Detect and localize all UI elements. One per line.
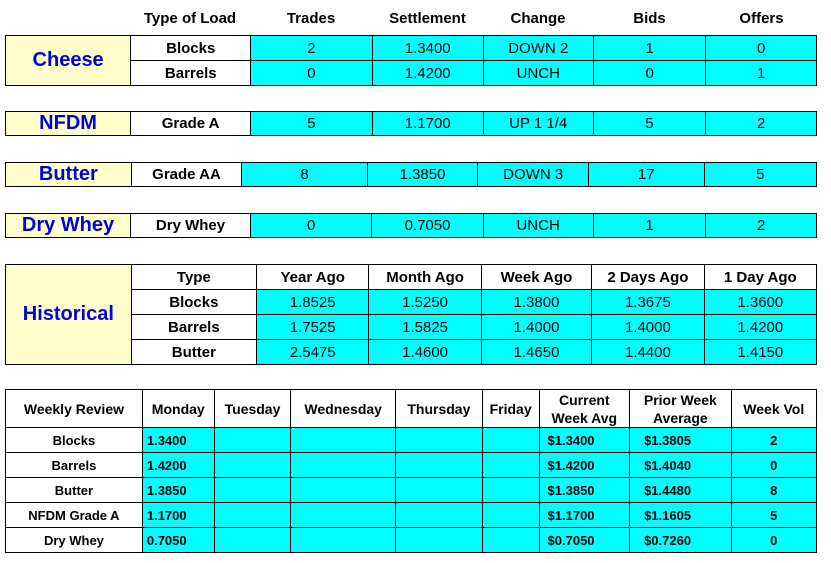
weekly-product: Blocks: [6, 428, 143, 453]
weekly-value: $1.4480: [630, 478, 731, 503]
butter-table: [5, 162, 817, 187]
nfdm-table: [5, 111, 817, 136]
butter-bids: 17: [589, 163, 704, 187]
weekly-product: Barrels: [6, 453, 143, 478]
whey-type: Dry Whey: [131, 214, 251, 238]
weekly-product: Butter: [6, 478, 143, 503]
weekly-product: Dry Whey: [6, 528, 143, 553]
cheese-label: Cheese: [6, 36, 131, 86]
historical-value: 1.8525: [257, 290, 369, 315]
historical-header: Month Ago: [369, 265, 481, 290]
nfdm-change: UP 1 1/4: [483, 112, 593, 136]
weekly-value: $0.7260: [630, 528, 731, 553]
historical-value: 1.3675: [592, 290, 704, 315]
cheese-offers: 0: [706, 36, 817, 61]
weekly-header: Week Vol: [731, 390, 816, 428]
historical-header: Week Ago: [481, 265, 591, 290]
weekly-header: Prior Week Average: [630, 390, 731, 428]
cheese-type: Blocks: [131, 36, 251, 61]
weekly-review-table: [5, 389, 817, 553]
historical-value: 1.3600: [704, 290, 816, 315]
weekly-value: $1.1605: [630, 503, 731, 528]
weekly-value: 1.3400: [142, 428, 214, 453]
weekly-product: NFDM Grade A: [6, 503, 143, 528]
historical-value: 1.4000: [481, 315, 591, 340]
cheese-type: Barrels: [131, 61, 251, 86]
weekly-header: Monday: [142, 390, 214, 428]
historical-value: 1.4400: [592, 340, 704, 365]
weekly-header: Weekly Review: [6, 390, 143, 428]
nfdm-type: Grade A: [131, 112, 251, 136]
cheese-change: UNCH: [483, 61, 593, 86]
col-change: Change: [510, 9, 566, 27]
weekly-header: Wednesday: [291, 390, 396, 428]
cheese-table: [5, 35, 817, 86]
historical-value: 1.4150: [704, 340, 816, 365]
cheese-trades: 0: [251, 61, 372, 86]
weekly-value: $1.4200: [539, 453, 630, 478]
whey-offers: 2: [706, 214, 817, 238]
weekly-value: 0: [731, 528, 816, 553]
weekly-value: 0.7050: [142, 528, 214, 553]
whey-label: Dry Whey: [6, 214, 131, 238]
weekly-value: 1.1700: [142, 503, 214, 528]
historical-value: 1.7525: [257, 315, 369, 340]
historical-header: Year Ago: [257, 265, 369, 290]
historical-value: 1.4650: [481, 340, 591, 365]
weekly-value: $1.3850: [539, 478, 630, 503]
cheese-bids: 1: [593, 36, 706, 61]
weekly-value: 0: [731, 453, 816, 478]
historical-type: Barrels: [131, 315, 256, 340]
weekly-value: [214, 428, 291, 453]
nfdm-offers: 2: [706, 112, 817, 136]
whey-settlement: 0.7050: [372, 214, 483, 238]
weekly-value: 1.3850: [142, 478, 214, 503]
weekly-value: [482, 453, 539, 478]
weekly-header: Friday: [482, 390, 539, 428]
cheese-settlement: 1.4200: [372, 61, 483, 86]
historical-value: 1.4000: [592, 315, 704, 340]
weekly-value: [214, 503, 291, 528]
butter-settlement: 1.3850: [367, 163, 478, 187]
cheese-offers: 1: [706, 61, 817, 86]
weekly-value: [214, 478, 291, 503]
butter-change: DOWN 3: [478, 163, 589, 187]
col-trades: Trades: [286, 9, 336, 27]
col-bids: Bids: [633, 9, 666, 27]
col-offers: Offers: [739, 9, 784, 27]
historical-label: Historical: [6, 265, 132, 365]
historical-value: 1.5825: [369, 315, 481, 340]
historical-header: Type: [131, 265, 256, 290]
cheese-trades: 2: [251, 36, 372, 61]
weekly-value: [482, 528, 539, 553]
butter-offers: 5: [704, 163, 817, 187]
weekly-value: [396, 453, 483, 478]
weekly-value: [482, 428, 539, 453]
historical-type: Butter: [131, 340, 256, 365]
weekly-value: [396, 478, 483, 503]
weekly-header: Thursday: [396, 390, 483, 428]
historical-table: [5, 264, 817, 365]
weekly-value: [482, 478, 539, 503]
whey-trades: 0: [250, 214, 371, 238]
col-type-of-load: Type of Load: [143, 9, 237, 27]
historical-header: 2 Days Ago: [592, 265, 704, 290]
cheese-settlement: 1.3400: [372, 36, 483, 61]
cheese-bids: 0: [593, 61, 706, 86]
weekly-header: Current Week Avg: [539, 390, 630, 428]
weekly-value: $1.3805: [630, 428, 731, 453]
weekly-value: [214, 453, 291, 478]
weekly-value: $1.3400: [539, 428, 630, 453]
weekly-value: [291, 453, 396, 478]
historical-value: 1.4200: [704, 315, 816, 340]
weekly-value: [214, 528, 291, 553]
whey-change: UNCH: [483, 214, 593, 238]
butter-label: Butter: [6, 163, 132, 187]
historical-value: 1.5250: [369, 290, 481, 315]
weekly-value: [396, 428, 483, 453]
market-header-table: [5, 5, 817, 31]
weekly-value: 2: [731, 428, 816, 453]
weekly-value: [291, 503, 396, 528]
historical-value: 1.3800: [481, 290, 591, 315]
historical-value: 1.4600: [369, 340, 481, 365]
weekly-value: [482, 503, 539, 528]
butter-trades: 8: [242, 163, 367, 187]
weekly-value: [291, 528, 396, 553]
weekly-value: $1.1700: [539, 503, 630, 528]
nfdm-settlement: 1.1700: [372, 112, 483, 136]
weekly-value: 5: [731, 503, 816, 528]
weekly-value: $1.4040: [630, 453, 731, 478]
cheese-change: DOWN 2: [483, 36, 593, 61]
col-settlement: Settlement: [389, 9, 466, 27]
whey-table: [5, 213, 817, 238]
nfdm-bids: 5: [593, 112, 706, 136]
weekly-header: Tuesday: [214, 390, 291, 428]
nfdm-trades: 5: [251, 112, 373, 136]
historical-header: 1 Day Ago: [704, 265, 816, 290]
weekly-value: [291, 478, 396, 503]
weekly-value: [291, 428, 396, 453]
weekly-value: 8: [731, 478, 816, 503]
weekly-value: [396, 503, 483, 528]
whey-bids: 1: [593, 214, 706, 238]
nfdm-label: NFDM: [6, 112, 131, 136]
weekly-value: 1.4200: [142, 453, 214, 478]
weekly-value: [396, 528, 483, 553]
historical-value: 2.5475: [257, 340, 369, 365]
butter-type: Grade AA: [131, 163, 242, 187]
historical-type: Blocks: [131, 290, 256, 315]
weekly-value: $0.7050: [539, 528, 630, 553]
